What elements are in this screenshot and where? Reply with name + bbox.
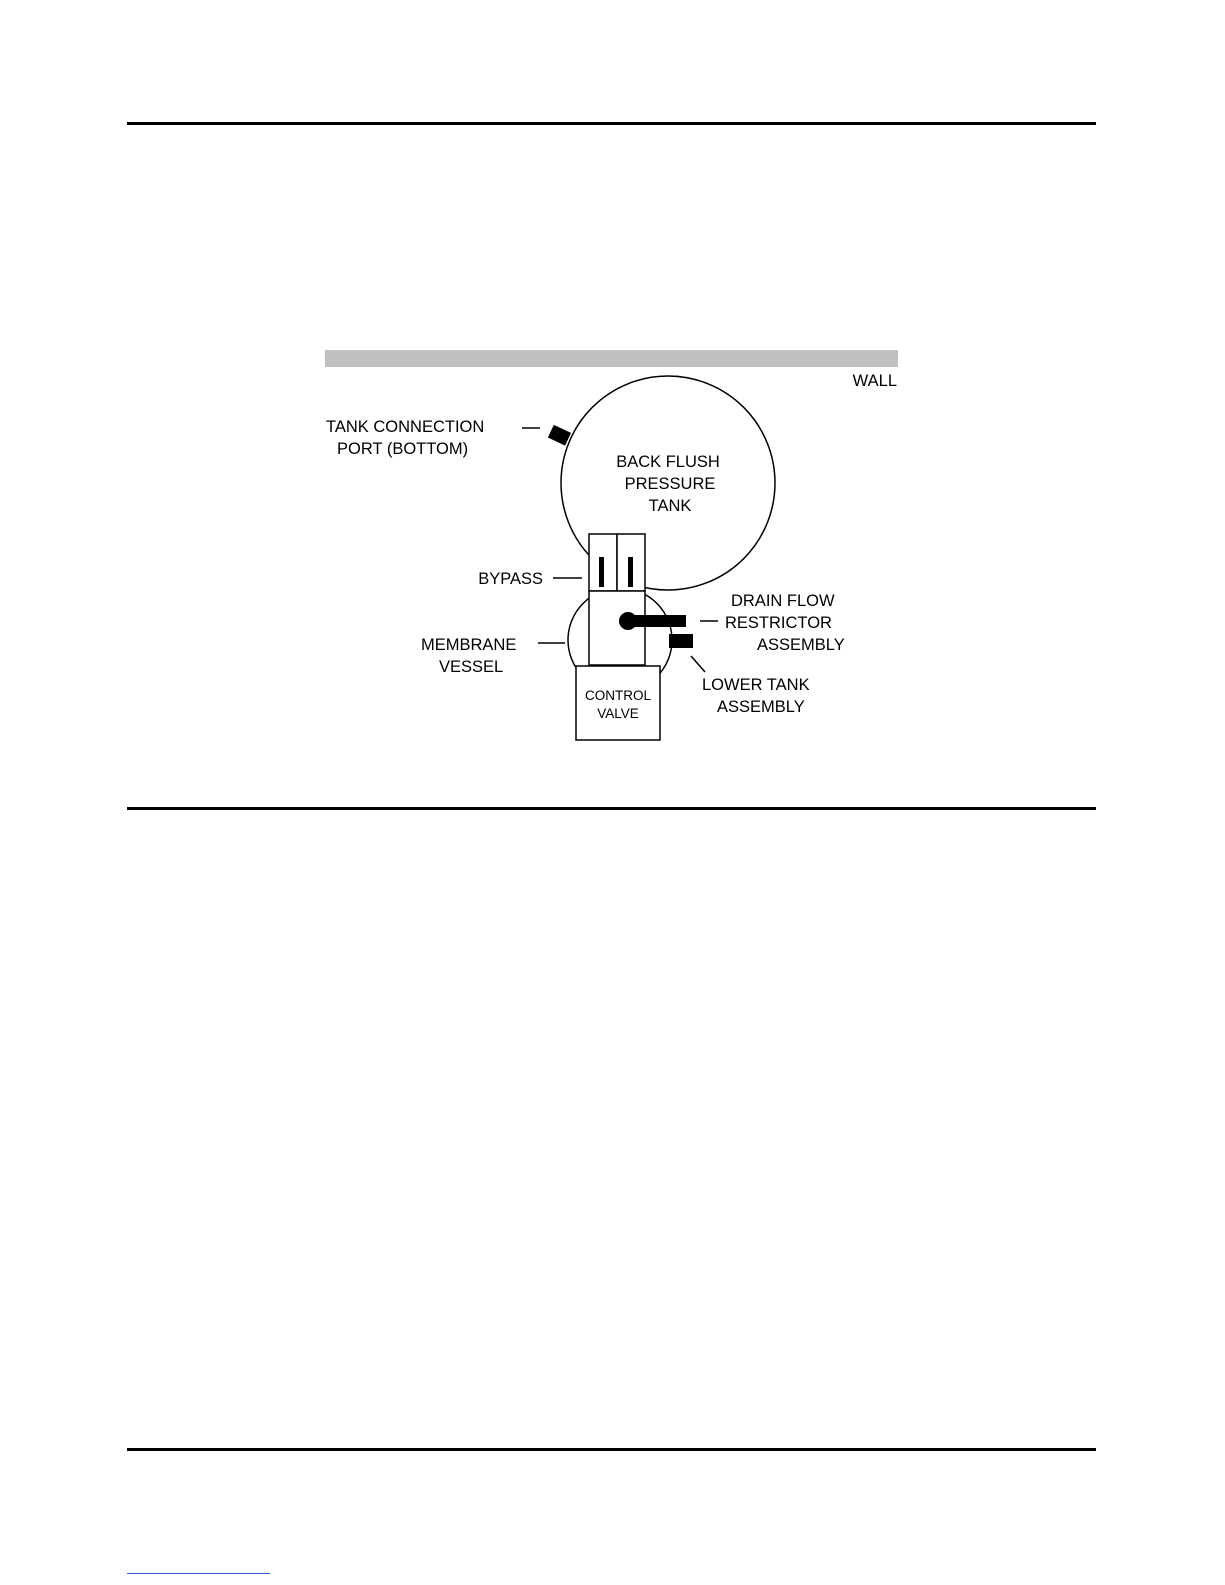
wall-label: WALL — [852, 372, 897, 390]
wall — [325, 350, 898, 367]
tank-label-line-1: BACK FLUSH — [616, 453, 720, 471]
bypass-label: BYPASS — [478, 570, 543, 588]
lower-tank-leader — [691, 656, 705, 672]
membrane-label-line-2: VESSEL — [439, 658, 504, 676]
control-valve-label-line-2: VALVE — [597, 706, 639, 721]
lower-tank-label-line-2: ASSEMBLY — [717, 698, 805, 716]
drain-flow-label-line-1: DRAIN FLOW — [731, 592, 835, 610]
tank-label-line-2: PRESSURE — [624, 475, 716, 493]
control-valve-label-line-1: CONTROL — [584, 688, 652, 703]
tank-connection-label-line-2: PORT (BOTTOM) — [337, 440, 469, 458]
tank-connection-port — [548, 425, 571, 446]
bypass-handle-right — [628, 557, 633, 587]
bypass-handle-left — [599, 557, 604, 587]
valve-column — [589, 591, 645, 665]
drain-flow-label-line-2: RESTRICTOR — [725, 614, 832, 632]
membrane-label-line-1: MEMBRANE — [421, 636, 517, 654]
tank-label-line-3: TANK — [648, 497, 692, 515]
lower-tank-label-line-1: LOWER TANK — [702, 676, 810, 694]
drain-flow-label-line-3: ASSEMBLY — [757, 636, 845, 654]
tank-connection-label-line-1: TANK CONNECTION — [326, 418, 485, 436]
lower-tank-assembly — [669, 634, 693, 648]
drain-flow-restrictor — [628, 615, 686, 627]
control-valve — [576, 666, 660, 740]
